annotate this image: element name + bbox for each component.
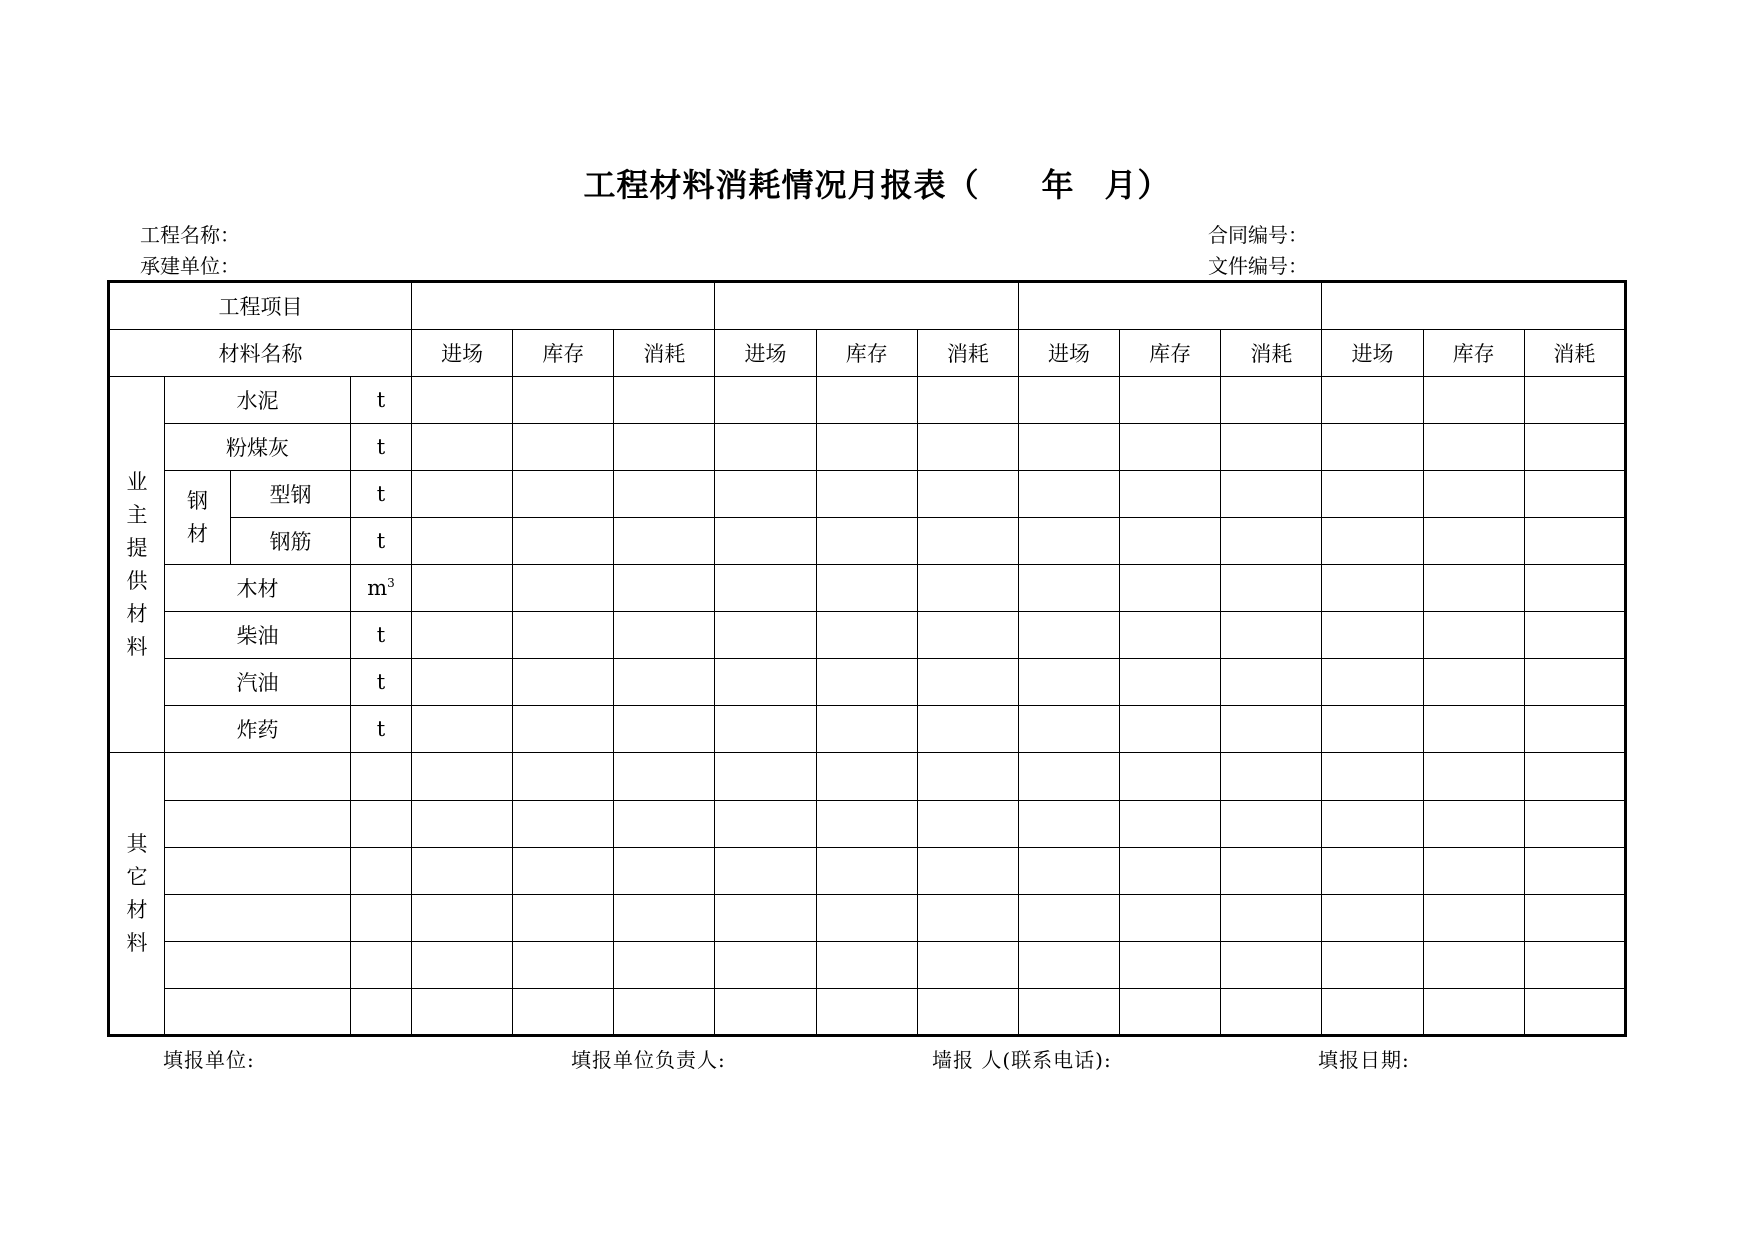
reporter-label: 墙报 人(联系电话): [932,1048,1112,1072]
data-cell[interactable] [1120,518,1221,565]
data-cell[interactable] [614,800,715,847]
data-cell[interactable] [917,847,1018,894]
table-row [109,753,1626,800]
other-group-char: 其 [126,831,148,856]
project-name-label: 工程名称： [140,223,240,247]
owner-group-label [109,377,165,753]
data-cell[interactable] [1018,659,1119,706]
data-cell[interactable] [1120,659,1221,706]
data-cell[interactable] [715,424,816,471]
sub-col-in: 进场 [715,330,816,377]
data-cell[interactable] [816,894,917,941]
data-cell[interactable] [1423,565,1524,612]
data-cell[interactable] [412,988,513,1035]
data-cell[interactable] [816,988,917,1035]
data-cell[interactable] [614,424,715,471]
data-cell[interactable] [1524,424,1625,471]
data-cell[interactable] [513,800,614,847]
data-cell[interactable] [1120,706,1221,753]
material-name: 钢筋 [231,518,351,565]
data-cell[interactable] [1423,377,1524,424]
data-cell[interactable] [816,424,917,471]
owner-group-char: 供 [126,568,148,593]
data-cell[interactable] [412,941,513,988]
data-cell[interactable] [816,565,917,612]
data-cell[interactable] [816,518,917,565]
data-cell[interactable] [1423,471,1524,518]
material-unit-blank[interactable] [351,894,412,941]
data-cell[interactable] [412,424,513,471]
material-name-label: 材料名称 [109,330,412,377]
material-unit: t [351,518,412,565]
fill-unit-label: 填报单位: [163,1048,255,1072]
data-cell[interactable] [816,941,917,988]
data-cell[interactable] [1322,988,1423,1035]
material-name: 粉煤灰 [165,424,351,471]
data-cell[interactable] [1018,471,1119,518]
data-cell[interactable] [1322,894,1423,941]
data-cell[interactable] [715,706,816,753]
other-group-label [109,753,165,1036]
data-cell[interactable] [1322,612,1423,659]
material-unit-blank[interactable] [351,753,412,800]
sub-col-consume: 消耗 [614,330,715,377]
data-cell[interactable] [1018,894,1119,941]
owner-group-char: 材 [126,601,148,626]
data-cell[interactable] [1221,800,1322,847]
table-row [109,659,1626,706]
data-cell[interactable] [1423,706,1524,753]
data-cell[interactable] [614,659,715,706]
material-name: 柴油 [165,612,351,659]
data-cell[interactable] [1322,377,1423,424]
sub-col-stock: 库存 [513,330,614,377]
data-cell[interactable] [1524,612,1625,659]
steel-group-char: 材 [187,521,208,546]
table-row [109,894,1626,941]
data-cell[interactable] [1120,612,1221,659]
table-row [109,800,1626,847]
project-cell-1[interactable] [412,282,715,330]
data-cell[interactable] [1018,377,1119,424]
material-unit: $m^3$ [351,565,412,612]
data-cell[interactable] [1221,753,1322,800]
data-cell[interactable] [412,377,513,424]
fill-date-label: 填报日期: [1318,1048,1410,1072]
contract-no-label: 合同编号： [1208,223,1308,247]
project-item-label: 工程项目 [109,282,412,330]
data-cell[interactable] [1018,847,1119,894]
data-cell[interactable] [1423,894,1524,941]
data-cell[interactable] [1322,659,1423,706]
material-name: 汽油 [165,659,351,706]
project-cell-4[interactable] [1322,282,1626,330]
project-cell-3[interactable] [1018,282,1321,330]
data-cell[interactable] [715,377,816,424]
data-cell[interactable] [1221,847,1322,894]
steel-group-char: 钢 [187,488,208,513]
data-cell[interactable] [1423,518,1524,565]
material-unit: t [351,377,412,424]
data-cell[interactable] [1524,471,1625,518]
material-unit: t [351,424,412,471]
material-name-blank[interactable] [165,753,351,800]
data-cell[interactable] [816,471,917,518]
data-cell[interactable] [816,706,917,753]
data-cell[interactable] [513,941,614,988]
data-cell[interactable] [1120,988,1221,1035]
data-cell[interactable] [1018,706,1119,753]
data-cell[interactable] [412,471,513,518]
sub-col-stock: 库存 [1120,330,1221,377]
file-no-label: 文件编号： [1208,254,1308,278]
material-name: 型钢 [231,471,351,518]
header-row-material [109,330,1626,377]
owner-group-char: 主 [126,502,148,527]
material-name: 木材 [165,565,351,612]
sub-col-in: 进场 [412,330,513,377]
data-cell[interactable] [1322,941,1423,988]
data-cell[interactable] [412,659,513,706]
data-cell[interactable] [917,988,1018,1035]
data-cell[interactable] [715,659,816,706]
data-cell[interactable] [513,471,614,518]
table-row [109,518,1626,565]
data-cell[interactable] [614,471,715,518]
table-row [109,847,1626,894]
other-group-char: 料 [126,930,148,955]
data-cell[interactable] [715,800,816,847]
data-cell[interactable] [917,941,1018,988]
contractor-label: 承建单位： [140,254,240,278]
data-cell[interactable] [1524,800,1625,847]
data-cell[interactable] [1322,800,1423,847]
data-cell[interactable] [614,941,715,988]
data-cell[interactable] [614,565,715,612]
data-cell[interactable] [917,518,1018,565]
data-cell[interactable] [816,847,917,894]
data-cell[interactable] [513,706,614,753]
data-cell[interactable] [715,988,816,1035]
data-cell[interactable] [917,424,1018,471]
data-cell[interactable] [1423,988,1524,1035]
other-group-char: 它 [126,864,148,889]
data-cell[interactable] [1120,800,1221,847]
data-cell[interactable] [1423,941,1524,988]
table-row [109,612,1626,659]
data-cell[interactable] [614,518,715,565]
data-cell[interactable] [412,565,513,612]
data-cell[interactable] [1120,424,1221,471]
material-name-blank[interactable] [165,988,351,1035]
data-cell[interactable] [715,847,816,894]
data-cell[interactable] [1018,565,1119,612]
owner-group-char: 提 [126,535,148,560]
data-cell[interactable] [513,518,614,565]
data-cell[interactable] [1018,800,1119,847]
data-cell[interactable] [1322,753,1423,800]
data-cell[interactable] [917,800,1018,847]
project-cell-2[interactable] [715,282,1018,330]
data-cell[interactable] [816,659,917,706]
sub-col-in: 进场 [1018,330,1119,377]
data-cell[interactable] [1221,612,1322,659]
page-title: 工程材料消耗情况月报表（ 年 月） [583,166,1171,204]
material-unit: t [351,659,412,706]
data-cell[interactable] [614,377,715,424]
data-cell[interactable] [412,894,513,941]
sub-col-stock: 库存 [816,330,917,377]
data-cell[interactable] [1524,941,1625,988]
data-cell[interactable] [917,565,1018,612]
data-cell[interactable] [1120,894,1221,941]
data-cell[interactable] [1423,424,1524,471]
data-cell[interactable] [1018,518,1119,565]
data-cell[interactable] [917,377,1018,424]
data-cell[interactable] [1221,424,1322,471]
data-cell[interactable] [715,471,816,518]
data-cell[interactable] [1524,518,1625,565]
data-cell[interactable] [513,424,614,471]
data-cell[interactable] [614,988,715,1035]
material-name: 炸药 [165,706,351,753]
data-cell[interactable] [1524,565,1625,612]
steel-group-label [165,471,231,565]
data-cell[interactable] [1322,706,1423,753]
table-row [109,377,1626,424]
data-cell[interactable] [1524,706,1625,753]
data-cell[interactable] [1524,377,1625,424]
sub-col-consume: 消耗 [917,330,1018,377]
table-row [109,565,1626,612]
data-cell[interactable] [1524,659,1625,706]
data-cell[interactable] [513,659,614,706]
table-row [109,941,1626,988]
data-cell[interactable] [614,706,715,753]
data-cell[interactable] [412,847,513,894]
data-cell[interactable] [1322,847,1423,894]
other-group-char: 材 [126,897,148,922]
data-cell[interactable] [1423,847,1524,894]
sub-col-consume: 消耗 [1221,330,1322,377]
table-row [109,988,1626,1035]
data-cell[interactable] [1018,612,1119,659]
material-unit: t [351,612,412,659]
data-cell[interactable] [1524,753,1625,800]
data-cell[interactable] [1120,941,1221,988]
data-cell[interactable] [1018,424,1119,471]
data-cell[interactable] [1018,753,1119,800]
data-cell[interactable] [412,706,513,753]
data-cell[interactable] [1322,471,1423,518]
data-cell[interactable] [1423,659,1524,706]
owner-group-char: 业 [126,469,148,494]
data-cell[interactable] [513,753,614,800]
data-cell[interactable] [917,471,1018,518]
data-cell[interactable] [1120,753,1221,800]
material-name-blank[interactable] [165,847,351,894]
data-cell[interactable] [1221,988,1322,1035]
data-cell[interactable] [412,800,513,847]
data-cell[interactable] [816,800,917,847]
data-cell[interactable] [1322,565,1423,612]
data-cell[interactable] [513,847,614,894]
unit-head-label: 填报单位负责人: [571,1048,726,1072]
material-unit: t [351,471,412,518]
data-cell[interactable] [816,753,917,800]
data-cell[interactable] [614,612,715,659]
material-unit-blank[interactable] [351,988,412,1035]
data-cell[interactable] [1120,847,1221,894]
data-cell[interactable] [412,612,513,659]
data-cell[interactable] [1120,565,1221,612]
data-cell[interactable] [917,706,1018,753]
material-name: 水泥 [165,377,351,424]
data-cell[interactable] [917,753,1018,800]
data-cell[interactable] [1120,471,1221,518]
data-cell[interactable] [1524,894,1625,941]
data-cell[interactable] [1322,518,1423,565]
data-cell[interactable] [715,894,816,941]
data-cell[interactable] [1221,565,1322,612]
data-cell[interactable] [1322,424,1423,471]
table-row [109,471,1626,518]
sub-col-in: 进场 [1322,330,1423,377]
data-cell[interactable] [1221,377,1322,424]
data-cell[interactable] [1524,847,1625,894]
owner-group-char: 料 [126,634,148,659]
sub-col-stock: 库存 [1423,330,1524,377]
material-name-blank[interactable] [165,800,351,847]
data-cell[interactable] [715,753,816,800]
data-cell[interactable] [1221,941,1322,988]
data-cell[interactable] [1423,612,1524,659]
data-cell[interactable] [715,565,816,612]
material-unit-blank[interactable] [351,847,412,894]
data-cell[interactable] [715,612,816,659]
data-cell[interactable] [917,659,1018,706]
data-cell[interactable] [513,377,614,424]
material-name-blank[interactable] [165,941,351,988]
data-cell[interactable] [614,847,715,894]
data-cell[interactable] [614,753,715,800]
data-cell[interactable] [1423,800,1524,847]
material-unit-blank[interactable] [351,941,412,988]
data-cell[interactable] [614,894,715,941]
header-row-project [109,282,1626,330]
sub-col-consume: 消耗 [1524,330,1625,377]
material-report-table [107,280,1627,1037]
material-unit-blank[interactable] [351,800,412,847]
data-cell[interactable] [412,753,513,800]
data-cell[interactable] [1221,518,1322,565]
material-name-blank[interactable] [165,894,351,941]
data-cell[interactable] [1423,753,1524,800]
data-cell[interactable] [1018,941,1119,988]
data-cell[interactable] [412,518,513,565]
table-row [109,424,1626,471]
material-unit: t [351,706,412,753]
data-cell[interactable] [816,612,917,659]
data-cell[interactable] [513,565,614,612]
data-cell[interactable] [513,894,614,941]
data-cell[interactable] [715,941,816,988]
data-cell[interactable] [1221,659,1322,706]
data-cell[interactable] [816,377,917,424]
data-cell[interactable] [1524,988,1625,1035]
data-cell[interactable] [715,518,816,565]
data-cell[interactable] [513,612,614,659]
data-cell[interactable] [917,894,1018,941]
data-cell[interactable] [513,988,614,1035]
data-cell[interactable] [1120,377,1221,424]
data-cell[interactable] [1221,706,1322,753]
data-cell[interactable] [917,612,1018,659]
data-cell[interactable] [1221,471,1322,518]
data-cell[interactable] [1221,894,1322,941]
table-row [109,706,1626,753]
data-cell[interactable] [1018,988,1119,1035]
